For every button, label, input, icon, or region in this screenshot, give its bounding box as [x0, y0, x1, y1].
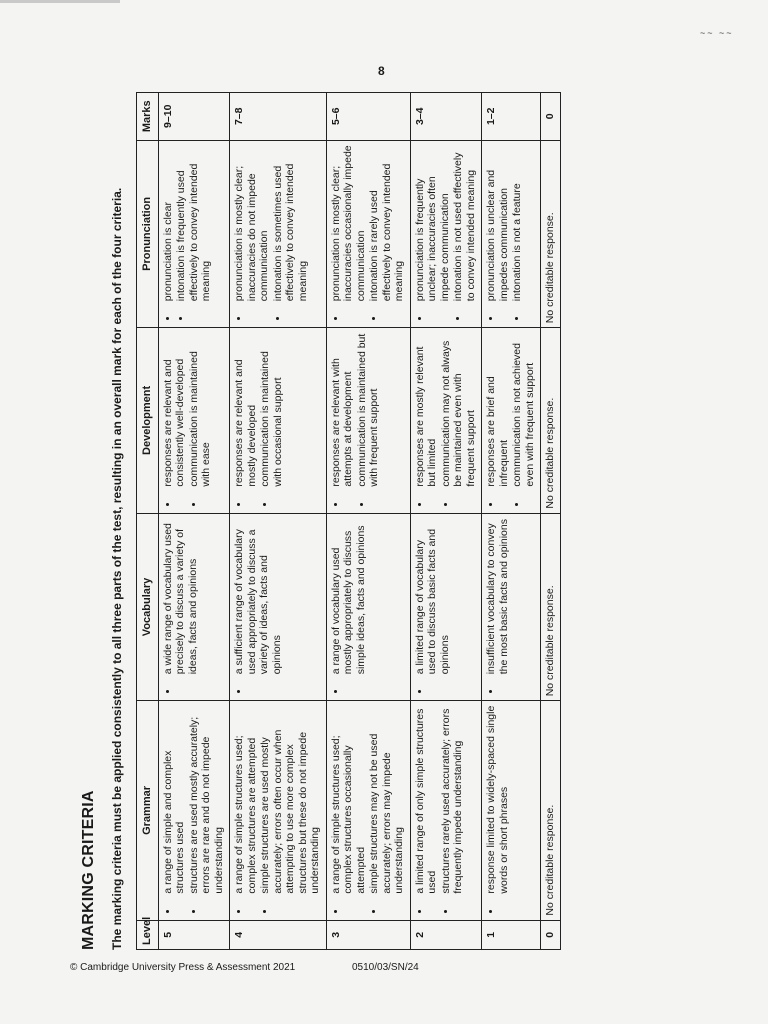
bullet-item: • responses are relevant with attempts at development: [330, 332, 355, 492]
table-row: [410, 93, 482, 950]
footer-code: 0510/03/SN/24: [352, 962, 419, 973]
vocabulary-bullet-list: [414, 518, 452, 697]
page-number: 8: [378, 64, 385, 78]
bullet-item: • intonation is not a feature: [511, 145, 524, 308]
header-grammar: Grammar: [137, 701, 159, 920]
marks-cell: 1–2: [482, 93, 541, 141]
pronunciation-cell: [230, 140, 327, 328]
scan-edge-mark: [0, 0, 120, 3]
pronunciation-cell: [482, 140, 541, 328]
marks-cell: 9–10: [158, 93, 230, 141]
bullet-item: • communication is maintained with ease: [188, 332, 213, 492]
bullet-item: • intonation is not used effectively to convey intended meaning: [452, 145, 477, 308]
vocabulary-bullet-list: [233, 518, 283, 697]
development-cell: [158, 328, 230, 513]
bullet-item: • communication may not always be maintained even with frequent support: [440, 332, 478, 492]
vocabulary-cell: [158, 513, 230, 701]
rotated-content: [70, 90, 760, 950]
pronunciation-bullet-list: [414, 145, 478, 324]
bullet-item: • a wide range of vocabulary used precisely to discuss a variety of ideas, facts and opinions: [162, 518, 200, 681]
header-development: Development: [137, 328, 159, 513]
pronunciation-bullet-list: [330, 145, 406, 324]
marks-cell: 5–6: [326, 93, 410, 141]
bullet-item: • a sufficient range of vocabulary used appropriately to discuss a variety of ideas, facts and opinions: [233, 518, 283, 681]
development-no-response-cell: No creditable response.: [541, 328, 561, 513]
pronunciation-bullet-list: [233, 145, 309, 324]
vocabulary-cell: [230, 513, 327, 701]
table-header-row: [137, 93, 159, 950]
grammar-bullet-list: [233, 705, 322, 915]
bullet-item: • pronunciation is clear: [162, 145, 175, 308]
level-cell: 5: [158, 920, 230, 949]
bullet-item: • a range of simple structures used; complex structures occasionally attempted: [330, 705, 368, 899]
bullet-item: • pronunciation is mostly clear; inaccuracies do not impede communication: [233, 145, 271, 308]
header-pronunciation: Pronunciation: [137, 140, 159, 328]
bullet-item: • a limited range of only simple structures used: [414, 705, 439, 899]
level-cell: 4: [230, 920, 327, 949]
scan-mark: ~~ ~~: [700, 28, 734, 38]
level-cell: 3: [326, 920, 410, 949]
table-row: [482, 93, 541, 950]
bullet-item: • responses are mostly relevant but limited: [414, 332, 439, 492]
grammar-bullet-list: [330, 705, 406, 915]
vocabulary-no-response-cell: No creditable response.: [541, 513, 561, 701]
table-row: [158, 93, 230, 950]
table-body: [158, 93, 560, 950]
bullet-item: • communication is maintained with occasional support: [259, 332, 284, 492]
level-cell: 1: [482, 920, 541, 949]
pronunciation-cell: [158, 140, 230, 328]
bullet-item: • a range of simple structures used; complex structures are attempted: [233, 705, 258, 899]
vocabulary-bullet-list: [162, 518, 200, 697]
pronunciation-bullet-list: [162, 145, 213, 324]
vocabulary-cell: [410, 513, 482, 701]
marking-criteria-table: [136, 92, 561, 950]
bullet-item: • pronunciation is mostly clear; inaccuracies occasionally impede communication: [330, 145, 368, 308]
bullet-item: • simple structures are used mostly accurately; errors often occur when attempting to use more complex structures but these do not impede understanding: [259, 705, 322, 899]
bullet-item: • pronunciation is unclear and impedes communication: [485, 145, 510, 308]
marks-cell: 0: [541, 93, 561, 141]
grammar-cell: [410, 701, 482, 920]
development-bullet-list: [162, 332, 213, 508]
marks-cell: 7–8: [230, 93, 327, 141]
footer-copyright: © Cambridge University Press & Assessment 2021: [70, 962, 296, 973]
bullet-item: • a limited range of vocabulary used to discuss basic facts and opinions: [414, 518, 452, 681]
pronunciation-cell: [410, 140, 482, 328]
vocabulary-bullet-list: [485, 518, 510, 697]
grammar-bullet-list: [414, 705, 465, 915]
bullet-item: • responses are relevant and consistently well-developed: [162, 332, 187, 492]
vocabulary-cell: [326, 513, 410, 701]
development-bullet-list: [414, 332, 478, 508]
bullet-item: • communication is maintained but with frequent support: [356, 332, 381, 492]
bullet-item: • intonation is rarely used effectively to convey intended meaning: [368, 145, 406, 308]
bullet-item: • insufficient vocabulary to convey the most basic facts and opinions: [485, 518, 510, 681]
bullet-item: • structures rarely used accurately; errors frequently impede understanding: [440, 705, 465, 899]
grammar-bullet-list: [162, 705, 226, 915]
header-level: Level: [137, 920, 159, 949]
grammar-cell: [230, 701, 327, 920]
bullet-item: • communication is not achieved even with frequent support: [511, 332, 536, 492]
grammar-bullet-list: [485, 705, 510, 915]
development-cell: [482, 328, 541, 513]
vocabulary-bullet-list: [330, 518, 368, 697]
bullet-item: • structures are used mostly accurately; errors are rare and do not impede understanding: [188, 705, 226, 899]
header-marks: Marks: [137, 93, 159, 141]
page-subtitle: The marking criteria must be applied consistently to all three parts of the test, resulting in an overall mark for each of the four criteria.: [110, 187, 124, 950]
level-cell: 2: [410, 920, 482, 949]
pronunciation-no-response-cell: No creditable response.: [541, 140, 561, 328]
bullet-item: • intonation is sometimes used effectively to convey intended meaning: [272, 145, 310, 308]
bullet-item: • intonation is frequently used effectively to convey intended meaning: [175, 145, 213, 308]
development-bullet-list: [485, 332, 536, 508]
header-vocabulary: Vocabulary: [137, 513, 159, 701]
development-cell: [326, 328, 410, 513]
development-cell: [410, 328, 482, 513]
table-row: [230, 93, 327, 950]
development-cell: [230, 328, 327, 513]
vocabulary-cell: [482, 513, 541, 701]
pronunciation-bullet-list: [485, 145, 524, 324]
no-response-row: [541, 93, 561, 950]
pronunciation-cell: [326, 140, 410, 328]
grammar-cell: [326, 701, 410, 920]
bullet-item: • responses are relevant and mostly developed: [233, 332, 258, 492]
bullet-item: • responses are brief and infrequent: [485, 332, 510, 492]
bullet-item: • a range of vocabulary used mostly appropriately to discuss simple ideas, facts and opinions: [330, 518, 368, 681]
level-cell: 0: [541, 920, 561, 949]
page-title: MARKING CRITERIA: [80, 790, 97, 950]
bullet-item: • a range of simple and complex structures used: [162, 705, 187, 899]
development-bullet-list: [330, 332, 381, 508]
bullet-item: • response limited to widely-spaced single words or short phrases: [485, 705, 510, 899]
marks-cell: 3–4: [410, 93, 482, 141]
bullet-item: • pronunciation is frequently unclear; inaccuracies often impede communication: [414, 145, 452, 308]
development-bullet-list: [233, 332, 284, 508]
grammar-cell: [482, 701, 541, 920]
grammar-no-response-cell: No creditable response.: [541, 701, 561, 920]
grammar-cell: [158, 701, 230, 920]
table-row: [326, 93, 410, 950]
bullet-item: • simple structures may not be used accurately; errors may impede understanding: [368, 705, 406, 899]
